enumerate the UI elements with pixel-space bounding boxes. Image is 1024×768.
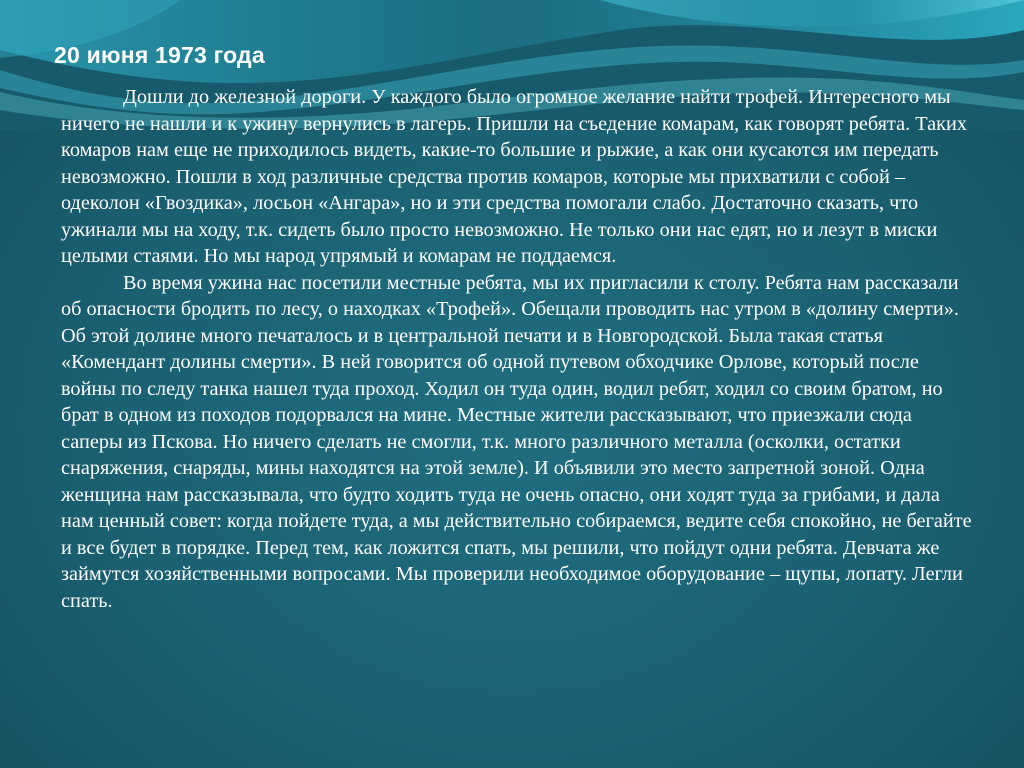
- paragraph-2: Во время ужина нас посетили местные ребята, мы их пригласили к столу. Ребята нам рассказали об опасности бродить по лесу, о находках «Трофей». Обещали проводить нас утром в «долину смерти». Об этой долине много печаталось и в центральной печати и в Новгородской. Была такая статья «Комендант долины смерти». В ней говорится об одной путевом обходчике Орлове, который после войны по следу танка нашел туда проход. Ходил он туда один, водил ребят, ходил со своим братом, но брат в одном из походов подорвался на мине. Местные жители рассказывают, что приезжали сюда саперы из Пскова. Но ничего сделать не смогли, т.к. много различного металла (осколки, остатки снаряжения, снаряды, мины находятся на этой земле). И объявили это место запретной зоной. Одна женщина нам рассказывала, что будто ходить туда не очень опасно, они ходят туда за грибами, и дала нам ценный совет: когда пойдете туда, а мы действительно собираемся, ведите себя спокойно, не бегайте и все будет в порядке. Перед тем, как ложится спать, мы решили, что пойдут одни ребята. Девчата же займутся хозяйственными вопросами. Мы проверили необходимое оборудование – щупы, лопату. Легли спать.: [61, 271, 972, 612]
- slide-title: 20 июня 1973 года: [54, 42, 265, 68]
- slide-body: [61, 84, 973, 614]
- paragraph-1: Дошли до железной дороги. У каждого было огромное желание найти трофей. Интересного мы ничего не нашли и к ужину вернулись в лагерь. Пришли на съедение комарам, как говорят ребята. Таких комаров нам еще не приходилось видеть, какие-то большие и рыжие, а как они кусаются им передать невозможно. Пошли в ход различные средства против комаров, которые мы прихватили с собой – одеколон «Гвоздика», лосьон «Ангара», но и эти средства помогали слабо. Достаточно сказать, что ужинали мы на ходу, т.к. сидеть было просто невозможно. Не только они нас едят, но и лезут в миски целыми стаями. Но мы народ упрямый и комарам не поддаемся.: [61, 86, 967, 267]
